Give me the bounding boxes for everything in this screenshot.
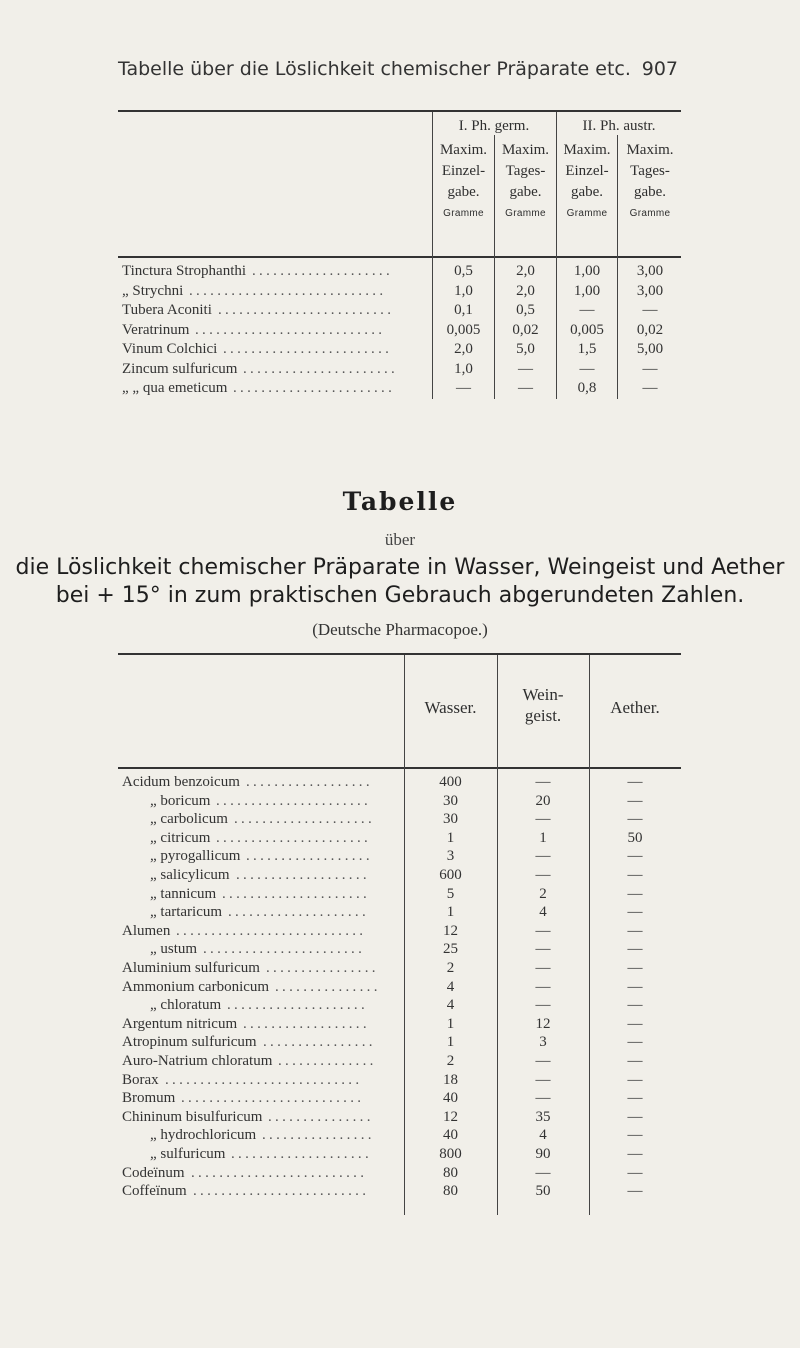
solubility-value: 40 — [443, 1127, 458, 1144]
table2-row — [0, 867, 800, 887]
dose-value: — — [518, 380, 533, 396]
solubility-value: — — [627, 1108, 643, 1125]
preparation-name: Aluminium sulfuricum — [122, 960, 260, 976]
column-header-line: Tages- — [630, 163, 670, 179]
leader-dots: ................ — [263, 1034, 376, 1051]
leader-dots: ...................... — [216, 792, 372, 809]
table2-row — [0, 1034, 800, 1054]
solubility-value: 35 — [535, 1108, 551, 1125]
column-header — [495, 140, 556, 224]
preparation-name: Argentum nitricum — [122, 1015, 238, 1032]
group-header-ph-germ: I. Ph. germ. — [458, 118, 530, 134]
solubility-value: 800 — [439, 1146, 462, 1162]
leader-dots: .................. — [246, 774, 373, 790]
leader-dots: ..................... — [222, 885, 371, 902]
solubility-value: 50 — [535, 1183, 551, 1200]
preparation-name: Vinum Colchici — [122, 341, 218, 357]
table2-row — [0, 1053, 800, 1073]
group-header-ph-austr: II. Ph. austr. — [582, 118, 656, 134]
solubility-value: — — [535, 1071, 551, 1088]
preparation-name: Tubera Aconiti — [122, 302, 212, 318]
solubility-value: 600 — [439, 867, 462, 883]
solubility-value: — — [535, 978, 551, 995]
preparation-name: Tinctura Strophanthi — [122, 263, 247, 279]
preparation-name: „ tannicum — [150, 885, 217, 902]
solubility-value: 40 — [443, 1090, 458, 1107]
solubility-value: — — [627, 774, 643, 790]
dose-value: 3,00 — [636, 282, 664, 299]
solubility-value: 30 — [443, 811, 458, 828]
solubility-value: — — [535, 1090, 551, 1107]
column-header-line: Maxim. — [439, 142, 488, 158]
solubility-value: — — [535, 848, 551, 865]
dose-value: 2,0 — [454, 341, 473, 357]
leader-dots: ................ — [262, 1127, 375, 1144]
leader-dots: ................... — [236, 867, 370, 883]
solubility-value: — — [627, 885, 643, 902]
solubility-value: — — [627, 978, 643, 995]
preparation-name: „ Strychni — [122, 282, 184, 299]
preparation-name: Atropinum sulfuricum — [122, 1034, 257, 1051]
solubility-value: 12 — [443, 922, 458, 939]
column-header-line: gabe. — [447, 184, 480, 200]
table1-row — [0, 283, 800, 303]
table2-top-rule — [118, 653, 681, 655]
solubility-value: — — [535, 1164, 551, 1181]
table2-row — [0, 1146, 800, 1166]
solubility-value: 80 — [443, 1183, 458, 1200]
column-header-line: Maxim. — [563, 142, 611, 158]
solubility-value: 18 — [443, 1071, 458, 1088]
solubility-value: 5 — [446, 885, 455, 902]
solubility-value: — — [627, 1146, 643, 1162]
leader-dots: ........................... — [176, 922, 367, 939]
solubility-value: 4 — [446, 997, 455, 1014]
solubility-value: — — [627, 1183, 643, 1200]
dose-value: 1,00 — [573, 282, 601, 299]
leader-dots: ......................... — [191, 1164, 368, 1181]
leader-dots: ............................ — [189, 282, 387, 299]
solubility-value: 12 — [535, 1015, 551, 1032]
table1-row — [0, 341, 800, 361]
preparation-name: „ ustum — [150, 941, 198, 958]
solubility-value: 2 — [539, 885, 547, 902]
table1-top-rule — [118, 110, 681, 112]
table2-row — [0, 960, 800, 980]
leader-dots: .......................... — [181, 1090, 365, 1107]
table-title: Tabelle — [342, 487, 458, 516]
solubility-value: — — [627, 922, 643, 939]
solubility-value: 80 — [443, 1164, 458, 1181]
table2-row — [0, 774, 800, 794]
solubility-value: 1 — [446, 904, 455, 921]
column-header-line: Einzel- — [441, 163, 486, 179]
dose-value: 2,0 — [516, 282, 535, 299]
leader-dots: .................. — [243, 1015, 370, 1032]
solubility-value: — — [627, 811, 643, 828]
unit-label: Gramme — [505, 208, 546, 219]
solubility-value: — — [535, 774, 551, 790]
solubility-value: 1 — [446, 1034, 455, 1051]
dose-value: 0,5 — [454, 263, 473, 279]
table2-row — [0, 811, 800, 831]
solubility-value: — — [627, 1071, 643, 1088]
preparation-name: „ hydrochloricum — [150, 1127, 257, 1144]
table2-row — [0, 793, 800, 813]
column-header — [433, 140, 494, 224]
leader-dots: ........................ — [223, 341, 393, 357]
solubility-value: 20 — [535, 792, 551, 809]
column-header-wasser: Wasser. — [424, 698, 477, 717]
page-number: 907 — [641, 58, 678, 80]
solubility-value: 3 — [446, 848, 455, 865]
solubility-value: 3 — [539, 1034, 547, 1051]
solubility-value: — — [535, 922, 551, 939]
solubility-value: — — [535, 960, 551, 976]
table-subtitle-ueber: über — [384, 530, 416, 549]
table2-row — [0, 830, 800, 850]
solubility-value: 30 — [443, 792, 458, 809]
unit-label: Gramme — [443, 208, 484, 219]
dose-value: 0,005 — [570, 321, 604, 338]
dose-value: 0,5 — [516, 302, 535, 318]
solubility-value: 1 — [446, 1015, 455, 1032]
leader-dots: ......................... — [193, 1183, 370, 1200]
solubility-value: — — [627, 904, 643, 921]
dose-value: 5,0 — [516, 341, 535, 357]
solubility-value: 400 — [439, 774, 462, 790]
unit-label: Gramme — [566, 208, 608, 219]
preparation-name: Chininum bisulfuricum — [122, 1108, 263, 1125]
table1-row — [0, 263, 800, 283]
dose-value: 0,8 — [577, 380, 597, 396]
column-header-weingeist — [497, 684, 589, 726]
table1-row — [0, 380, 800, 400]
solubility-value: 2 — [446, 960, 455, 976]
table2-row — [0, 1109, 800, 1129]
solubility-value: — — [627, 1164, 643, 1181]
solubility-value: 2 — [446, 1053, 455, 1069]
leader-dots: ............... — [275, 978, 381, 995]
column-header-line: Maxim. — [501, 142, 550, 158]
table2-row — [0, 941, 800, 961]
preparation-name: „ sulfuricum — [150, 1146, 226, 1162]
dose-value: — — [518, 360, 533, 377]
preparation-name: Ammonium carbonicum — [122, 978, 270, 995]
dose-value: 1,5 — [577, 341, 597, 357]
preparation-name: „ chloratum — [150, 997, 222, 1014]
solubility-value: — — [627, 960, 643, 976]
preparation-name: „ salicylicum — [150, 867, 230, 883]
dose-value: — — [579, 302, 595, 318]
solubility-value: — — [627, 1034, 643, 1051]
table1-header-rule — [118, 256, 681, 258]
leader-dots: .................... — [227, 997, 368, 1014]
table1-row — [0, 322, 800, 342]
preparation-name: „ pyrogallicum — [150, 848, 241, 865]
dose-value: 0,02 — [636, 321, 664, 338]
solubility-value: — — [535, 941, 551, 958]
dose-value: — — [642, 302, 658, 318]
solubility-value: — — [627, 867, 643, 883]
preparation-name: Coffeïnum — [122, 1183, 187, 1200]
leader-dots: .................... — [252, 263, 393, 279]
dose-value: — — [642, 380, 658, 396]
solubility-value: 4 — [446, 978, 455, 995]
dose-value: — — [579, 360, 595, 377]
preparation-name: Zincum sulfuricum — [122, 360, 238, 377]
solubility-value: — — [627, 792, 643, 809]
solubility-value: — — [535, 811, 551, 828]
column-header-line: gabe. — [509, 184, 542, 200]
unit-label: Gramme — [629, 208, 671, 219]
leader-dots: ........................... — [195, 321, 386, 338]
column-header-line: Tages- — [505, 163, 546, 179]
leader-dots: ...................... — [216, 829, 372, 846]
column-header-line: gabe. — [633, 184, 667, 200]
dose-value: — — [456, 380, 471, 396]
table2-row — [0, 886, 800, 906]
column-header — [557, 140, 617, 224]
table2-row — [0, 1165, 800, 1185]
column-header-line: Wein- — [522, 685, 564, 704]
leader-dots: ............... — [268, 1108, 374, 1125]
solubility-value: — — [627, 1053, 643, 1069]
preparation-name: Acidum benzoicum — [122, 774, 240, 790]
table2-row — [0, 1016, 800, 1036]
solubility-value: — — [627, 848, 643, 865]
solubility-value: — — [535, 997, 551, 1014]
leader-dots: .................... — [234, 811, 375, 828]
solubility-value: 90 — [535, 1146, 551, 1162]
table2-row — [0, 997, 800, 1017]
leader-dots: .................. — [246, 848, 373, 865]
dose-value: 1,00 — [573, 263, 601, 279]
preparation-name: Bromum — [122, 1090, 176, 1107]
column-header-line: gabe. — [570, 184, 604, 200]
table2-header-rule — [118, 767, 681, 769]
table1-row — [0, 302, 800, 322]
solubility-value: 4 — [539, 1127, 547, 1144]
dose-value: 1,0 — [454, 360, 473, 377]
dose-value: 3,00 — [636, 263, 664, 279]
table2-row — [0, 1072, 800, 1092]
solubility-value: — — [627, 1127, 643, 1144]
solubility-value: 50 — [627, 829, 643, 846]
solubility-value: — — [627, 1090, 643, 1107]
preparation-name: „ carbolicum — [150, 811, 228, 828]
dose-value: 1,0 — [454, 282, 473, 299]
preparation-name: Veratrinum — [122, 321, 190, 338]
dose-value: 2,0 — [516, 263, 535, 279]
column-header-aether: Aether. — [610, 698, 660, 717]
leader-dots: ....................... — [233, 380, 396, 396]
table1-row — [0, 361, 800, 381]
running-header — [0, 58, 800, 88]
leader-dots: .................... — [231, 1146, 372, 1162]
column-header — [618, 140, 682, 224]
solubility-value: 4 — [539, 904, 547, 921]
preparation-name: „ „ qua emeticum — [122, 380, 228, 396]
leader-dots: ....................... — [203, 941, 366, 958]
preparation-name: Alumen — [122, 922, 171, 939]
table2-row — [0, 979, 800, 999]
column-header-line: geist. — [524, 706, 562, 725]
solubility-value: 12 — [443, 1108, 458, 1125]
solubility-value: — — [535, 867, 551, 883]
table-subtitle-line2: bei + 15° in zum praktischen Gebrauch abgerundeten Zahlen. — [55, 583, 745, 608]
leader-dots: .............. — [278, 1053, 377, 1069]
preparation-name: „ tartaricum — [150, 904, 223, 921]
solubility-value: — — [627, 1015, 643, 1032]
leader-dots: ................ — [266, 960, 379, 976]
table2-row — [0, 1090, 800, 1110]
table2-row — [0, 923, 800, 943]
solubility-value: — — [627, 997, 643, 1014]
solubility-value: — — [627, 941, 643, 958]
table-source-note: (Deutsche Pharmacopoe.) — [312, 620, 488, 639]
leader-dots: ......................... — [218, 302, 395, 318]
table2-row — [0, 848, 800, 868]
dose-value: 0,1 — [454, 302, 473, 318]
solubility-value: 25 — [443, 941, 458, 958]
column-header-line: Einzel- — [565, 163, 609, 179]
dose-value: — — [642, 360, 658, 377]
table-subtitle-line1: die Löslichkeit chemischer Präparate in Wasser, Weingeist und Aether — [15, 555, 785, 580]
table2-row — [0, 1127, 800, 1147]
column-header-line: Maxim. — [626, 142, 674, 158]
leader-dots: .................... — [228, 904, 369, 921]
solubility-value: 1 — [539, 829, 547, 846]
preparation-name: Codeïnum — [122, 1164, 185, 1181]
preparation-name: Borax — [122, 1071, 159, 1088]
solubility-value: 1 — [446, 829, 455, 846]
preparation-name: „ citricum — [150, 829, 211, 846]
dose-value: 0,005 — [446, 321, 481, 338]
preparation-name: „ boricum — [150, 792, 211, 809]
leader-dots: ............................ — [165, 1071, 363, 1088]
running-title: Tabelle über die Löslichkeit chemischer Präparate etc. — [118, 58, 631, 80]
table2-row — [0, 1183, 800, 1203]
preparation-name: Auro-Natrium chloratum — [122, 1053, 273, 1069]
dose-value: 0,02 — [512, 321, 539, 338]
solubility-value: — — [535, 1053, 551, 1069]
leader-dots: ...................... — [243, 360, 399, 377]
table2-row — [0, 904, 800, 924]
dose-value: 5,00 — [636, 341, 664, 357]
